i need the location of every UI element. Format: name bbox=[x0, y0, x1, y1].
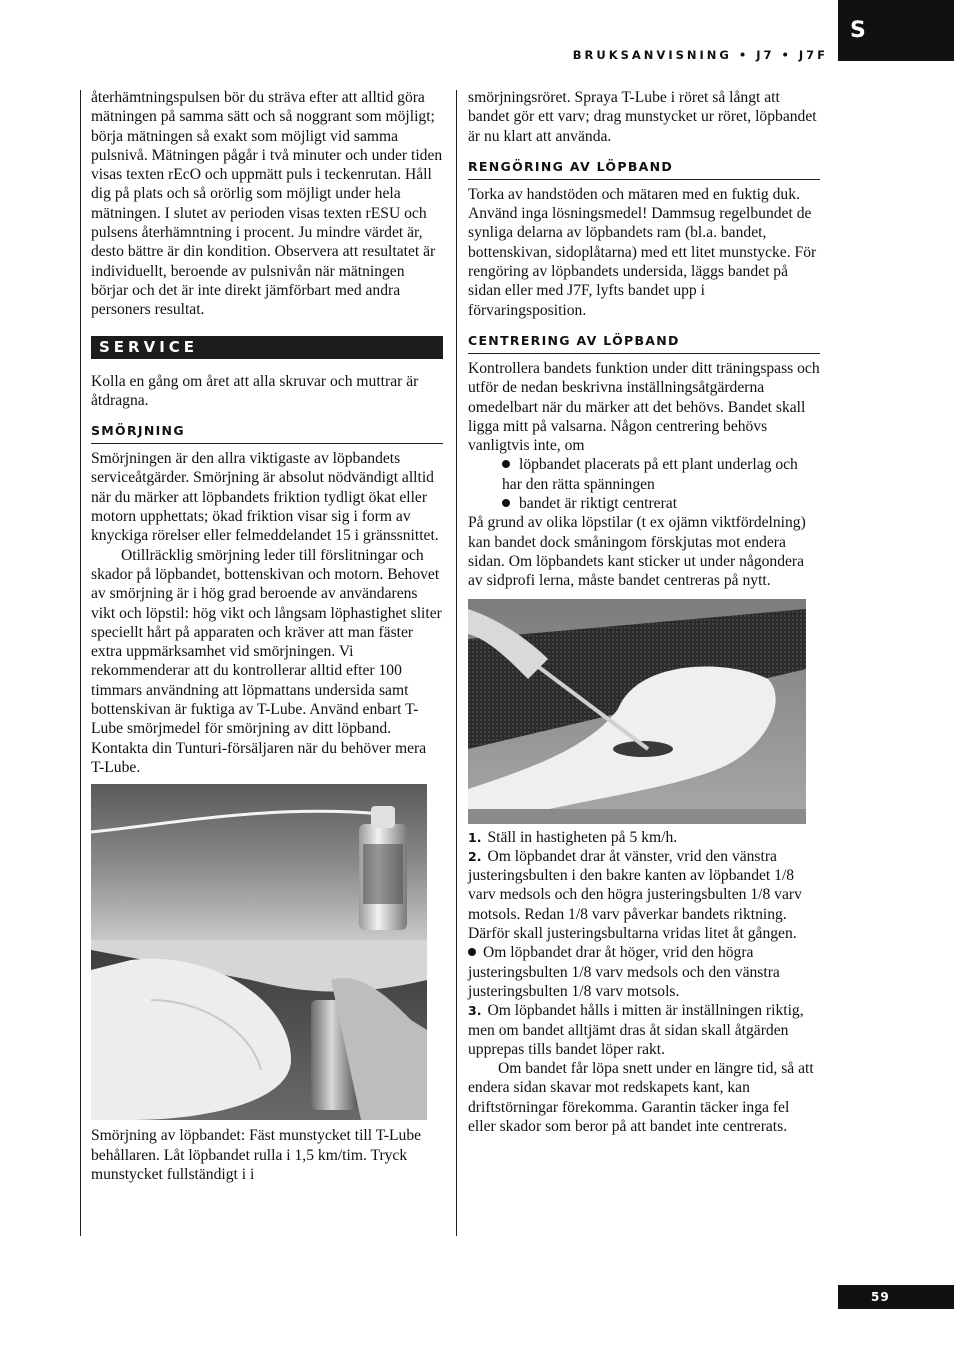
closing-paragraph: Om bandet får löpa snett under en längre tid, så att endera sidan skavar mot redskapets kant, kan driftstörningar förekomma. Garantin täcker inga fel eller skador som beror på att bandet inte centrerats. bbox=[468, 1060, 814, 1135]
bullet-icon bbox=[468, 948, 476, 956]
photo-caption: Smörjning av löpbandet: Fäst munstycket till T-Lube behållaren. Låt löpbandet rulla i 1,5 km/tim. Tryck munstycket fullständigt i i bbox=[91, 1127, 422, 1183]
right-column bbox=[468, 88, 820, 1136]
centering-bullet-1: löpbandet placerats på ett plant underlag och har den rätta spänningen bbox=[502, 456, 798, 493]
centering-heading: CENTRERING AV LÖPBAND bbox=[468, 333, 820, 354]
centering-paragraph-1: Kontrollera bandets funktion under ditt träningspass och utför de nedan beskrivna inställningsåtgärderna omedelbart när du märker att det behövs. Bandet skall ligga mitt på valsarna. Någon centrering behövs vanligtvis inte, om bbox=[468, 359, 820, 455]
lube-photo-nozzle bbox=[91, 940, 427, 1120]
bullet-icon bbox=[502, 460, 510, 468]
centering-bullet-2: bandet är riktigt centrerat bbox=[468, 494, 820, 513]
cleaning-paragraph: Torka av handstöden och mätaren med en fuktig duk. Använd inga lösningsmedel! Dammsug regelbundet de synliga delarna av löpbandets ram (bl.a. bandet, bottenskivan, sidoplåtarna) med ett litet munstycke. För rengöring av löpbandets undersida, läggs bandet på sidan eller med J7F, lyfts bandet upp i förvaringsposition. bbox=[468, 185, 817, 319]
service-heading: SERVICE bbox=[91, 336, 443, 359]
lubrication-paragraph-2: Otillräcklig smörjning leder till förslitningar och skador på löpbandet, bottenskivan och motorn. Behovet av smörjning är i hög grad beroende av användarens vikt och löpstil: hög vikt och långsam löphastighet sliter speciellt hårt på apparaten och kräver att man fäster extra uppmärksamhet vid smörjningen. Vi rekommenderar att du kontrollerar alltid efter 100 timmars användning att löpmattans undersida samt bottenskivan är fuktiga av T-Lube. Använd enbart T-Lube smörjmedel för smörjning av ditt löpband. Kontakta din Tunturi-försäljaren när du behöver mera T-Lube. bbox=[91, 546, 442, 776]
step-2-bullet: Om löpbandet drar åt höger, vrid den högra justeringsbulten 1/8 varv medsols och den vänstra justeringsbulten 1/8 varv motsols. bbox=[468, 944, 780, 1000]
lubrication-paragraph-1: Smörjningen är den allra viktigaste av löpbandets serviceåtgärder. Smörjning är absolut nödvändigt alltid när du märker att löpbandets friktion tydligt ökat eller motorn upphettats; ökad friktion visar sig i form av knyckiga rörelser eller felmeddelandet 15 i gränssnittet. bbox=[91, 450, 439, 545]
lubrication-heading: SMÖRJNING bbox=[91, 423, 443, 444]
left-column bbox=[91, 88, 443, 1184]
centering-photo bbox=[468, 599, 806, 824]
continued-paragraph: smörjningsröret. Spraya T-Lube i röret så långt att bandet gör ett varv; drag munstycket ur röret, löpbandet är nu klart att använda. bbox=[468, 89, 817, 145]
service-paragraph: Kolla en gång om året att alla skruvar och muttrar är åtdragna. bbox=[91, 372, 419, 409]
bullet-icon bbox=[502, 499, 510, 507]
lube-photo-spray-can bbox=[91, 784, 427, 940]
step-2: 2. Om löpbandet drar åt vänster, vrid den vänstra justeringsbulten i den bakre kanten av löpbandet 1/8 varv medsols och den högra justeringsbulten 1/8 varv motsols. Redan 1/8 varv påverkar bandets riktning. Därför skall justeringsbultarna vridas litet åt gången. bbox=[468, 847, 802, 943]
column-rule-middle bbox=[456, 90, 457, 1236]
step-1: 1. Ställ in hastigheten på 5 km/h. bbox=[468, 828, 678, 846]
centering-paragraph-2: På grund av olika löpstilar (t ex ojämn viktfördelning) kan bandet dock småningom förskjutas mot endera sidan. Om löpbandets kant sticker ut under någondera av sidprofi lerna, måste bandet centreras på nytt. bbox=[468, 514, 806, 590]
step-3: 3. Om löpbandet hålls i mitten är inställningen riktig, men om bandet alltjämt dras åt sidan skall åtgärden upprepas tills bandet löper rakt. bbox=[468, 1002, 804, 1058]
page-number: 59 bbox=[838, 1285, 954, 1309]
intro-paragraph: återhämtningspulsen bör du sträva efter att alltid göra mätningen på samma sätt och så noggrant som möjligt; börja mätningen så exakt som möjligt vid samma pulsnivå. Mätningen pågår i två minuter och under tiden visas texten rEcO och uppmätt puls i teckenrutan. Håll dig på plats och så orörlig som möjligt under hela mätningen. I slutet av perioden visas texten rESU och pulsens återhämntning i procent. Ju mindre värdet är, desto bättre är din kondition. Observera att resultatet är individuellt, beroende av pulsnivån när mätningen börjar och det är inte direkt jämförbart med andra personers resultat. bbox=[91, 89, 443, 319]
cleaning-heading: RENGÖRING AV LÖPBAND bbox=[468, 159, 820, 180]
language-tab: S bbox=[838, 0, 954, 61]
column-rule-left bbox=[80, 90, 81, 1236]
running-head: BRUKSANVISNING • J7 • J7F bbox=[572, 48, 828, 62]
